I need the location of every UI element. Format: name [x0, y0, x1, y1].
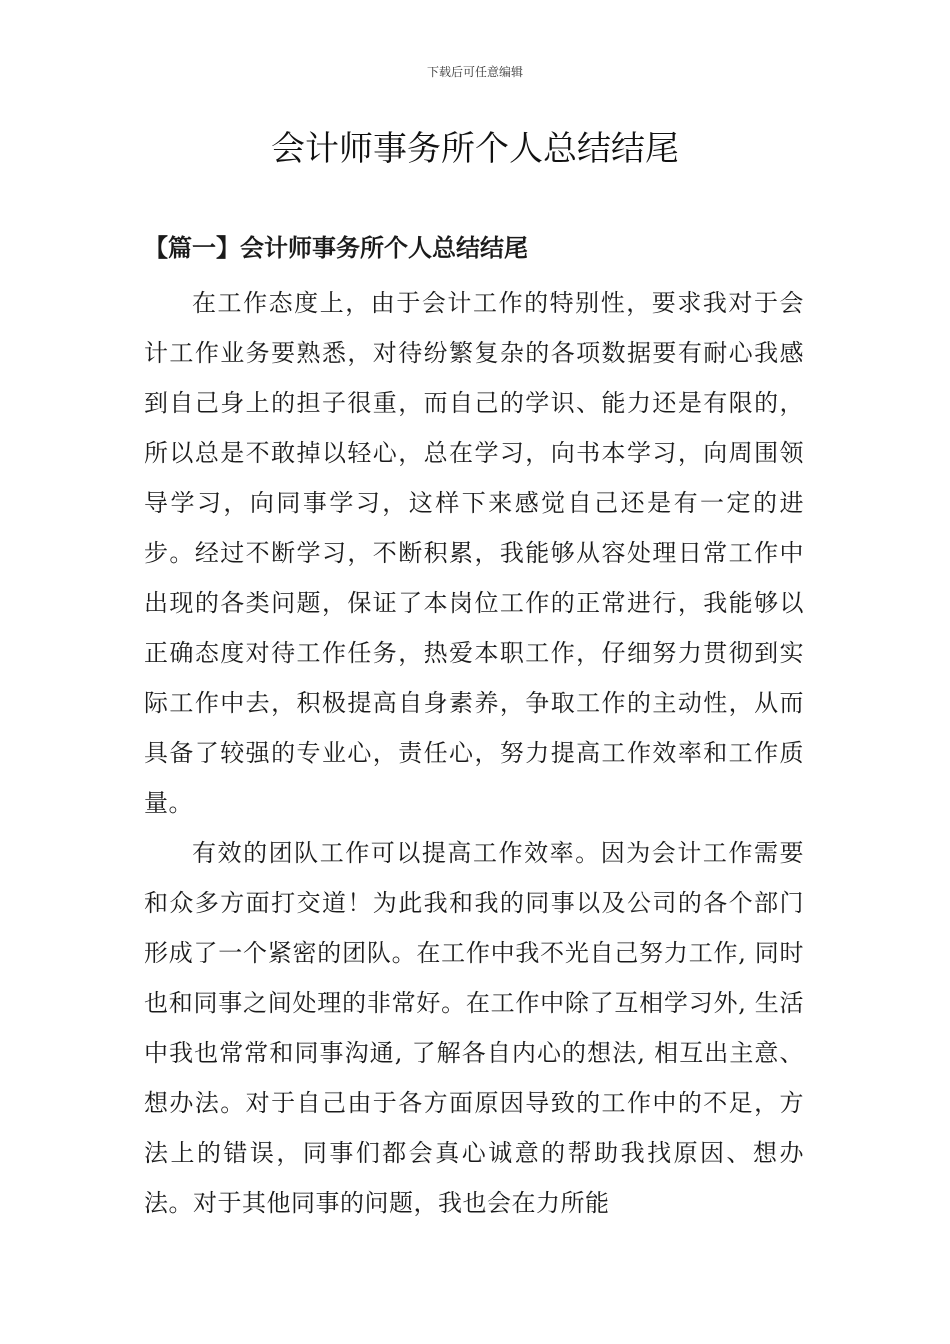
section-heading: 【篇一】会计师事务所个人总结结尾	[144, 233, 528, 262]
document-body	[144, 278, 804, 1228]
paragraph: 有效的团队工作可以提高工作效率。因为会计工作需要和众多方面打交道！为此我和我的同事以及公司的各个部门形成了一个紧密的团队。在工作中我不光自己努力工作, 同时也和同事之间处理的非常好。在工作中除了互相学习外, 生活中我也常常和同事沟通, 了解各自内心的想法, 相互出主意、想办法。对于自己由于各方面原因导致的工作中的不足，方法上的错误，同事们都会真心诚意的帮助我找原因、想办法。对于其他同事的问题，我也会在力所能	[144, 839, 804, 1217]
header-note: 下载后可任意编辑	[426, 65, 523, 79]
document-title: 会计师事务所个人总结结尾	[271, 129, 679, 169]
paragraph: 在工作态度上，由于会计工作的特别性，要求我对于会计工作业务要熟悉，对待纷繁复杂的各项数据要有耐心我感到自己身上的担子很重，而自己的学识、能力还是有限的，所以总是不敢掉以轻心，总在学习，向书本学习，向周围领导学习，向同事学习，这样下来感觉自己还是有一定的进步。经过不断学习，不断积累，我能够从容处理日常工作中出现的各类问题，保证了本岗位工作的正常进行，我能够以正确态度对待工作任务，热爱本职工作，仔细努力贯彻到实际工作中去，积极提高自身素养，争取工作的主动性，从而具备了较强的专业心，责任心，努力提高工作效率和工作质量。	[144, 289, 804, 817]
